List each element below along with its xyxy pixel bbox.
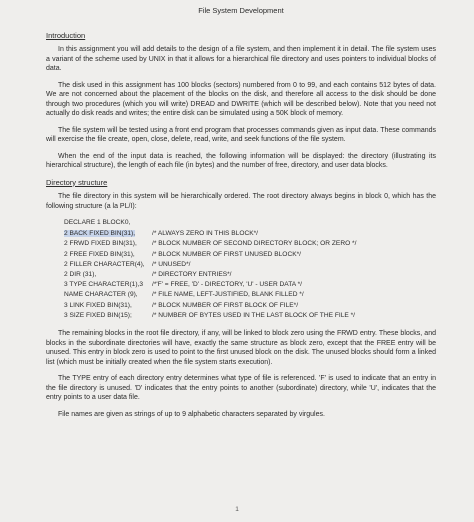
declaration-row — [64, 301, 436, 311]
declaration-row — [64, 229, 436, 239]
intro-paragraph: When the end of the input data is reached, the following information will be displayed: the directory (illustrating its hierarchical structure), the length of each file (in bytes) and the number of free, directory, and user data blocks. — [46, 152, 436, 169]
declaration-row — [64, 311, 436, 321]
page-number: 1 — [235, 505, 239, 513]
field-comment: /* BLOCK NUMBER OF FIRST UNUSED BLOCK*/ — [152, 250, 301, 258]
field-comment: /* BLOCK NUMBER OF FIRST BLOCK OF FILE*/ — [152, 301, 299, 309]
directory-structure-heading: Directory structure — [46, 177, 108, 187]
declaration-row — [64, 239, 436, 249]
block0-declaration — [64, 218, 436, 321]
field-declaration: 2 FREE FIXED BIN(31), — [64, 250, 135, 258]
field-comment: /*'F' = FREE, 'D' - DIRECTORY, 'U' - USER DATA */ — [152, 281, 303, 289]
field-comment: /* NUMBER OF BYTES USED IN THE LAST BLOCK OF THE FILE */ — [152, 311, 355, 319]
field-declaration: 2 FRWD FIXED BIN(31), — [64, 240, 137, 248]
field-declaration: 3 TYPE CHARACTER(1),3 — [64, 281, 144, 289]
declaration-row — [64, 280, 436, 290]
document-title: File System Development — [198, 6, 284, 15]
field-comment: /* DIRECTORY ENTRIES*/ — [152, 271, 232, 279]
intro-paragraph: In this assignment you will add details to the design of a file system, and then implement it in detail. The file system uses a variant of the scheme used by UNIX in that it allows for a hierarchical file directory and uses pointers to individual blocks of data. — [46, 46, 436, 72]
intro-paragraph: The disk used in this assignment has 100 blocks (sectors) numbered from 0 to 99, and each contains 512 bytes of data. We are not concerned about the placement of the blocks on the disk, and therefore all access to the disk should be done through two procedures (which you will write) DREAD and DWRITE (which will be described below). Note that you need not actually do disk reads and writes; the entire disk can be simulated using a 50K block of memory. — [46, 81, 436, 117]
field-declaration: 2 BACK FIXED BIN(31), — [64, 230, 136, 238]
introduction-section — [46, 31, 436, 171]
field-declaration: 3 LINK FIXED BIN(31), — [64, 301, 132, 309]
introduction-heading: Introduction — [46, 30, 86, 40]
declaration-row — [64, 270, 436, 280]
declaration-header: DECLARE 1 BLOCK0, — [64, 219, 131, 226]
declaration-row — [64, 260, 436, 270]
field-declaration: 2 DIR (31), — [64, 271, 97, 279]
field-declaration: NAME CHARACTER (9), — [64, 291, 138, 299]
field-declaration: 3 SIZE FIXED BIN(15); — [64, 311, 132, 319]
declaration-row — [64, 290, 436, 300]
field-comment: /* BLOCK NUMBER OF SECOND DIRECTORY BLOCK; OR ZERO */ — [152, 240, 357, 248]
field-comment: /* FILE NAME, LEFT-JUSTIFIED, BLANK FILLED */ — [152, 291, 304, 299]
directory-structure-section — [46, 178, 436, 420]
directory-paragraph: The remaining blocks in the root file directory, if any, will be linked to block zero using the FRWD entry. These blocks, and blocks in the subordinate directories will have, exactly the same structure as block zero, except that the FREE entry will be unused. This entry in block zero is used to point to the first unused block on the disk. The unused blocks should form a linked list (which must be initially created when the file system starts execution). — [46, 330, 436, 366]
intro-paragraph: The file system will be tested using a front end program that processes commands given as input data. These commands will exercise the file create, open, close, delete, read, write, and seek functions of the file system. — [46, 126, 436, 143]
declaration-rows — [64, 229, 436, 321]
declaration-row — [64, 250, 436, 260]
directory-paragraph: The TYPE entry of each directory entry determines what type of file is referenced. 'F' is used to indicate that an entry in the file directory is unused. 'D' indicates that the entry points to another (subordinate) directory, while 'U', indicates that the entry points to a user data file. — [46, 375, 436, 402]
field-comment: /* UNUSED*/ — [152, 260, 191, 268]
field-declaration: 2 FILLER CHARACTER(4), — [64, 260, 145, 268]
directory-intro-paragraph: The file directory in this system will be hierarchically ordered. The root directory always begins in block 0, which has the following structure (a la PL/I): — [46, 193, 436, 210]
directory-paragraph: File names are given as strings of up to 9 alphabetic characters separated by virgules. — [58, 410, 325, 418]
field-comment: /* ALWAYS ZERO IN THIS BLOCK*/ — [152, 230, 259, 238]
